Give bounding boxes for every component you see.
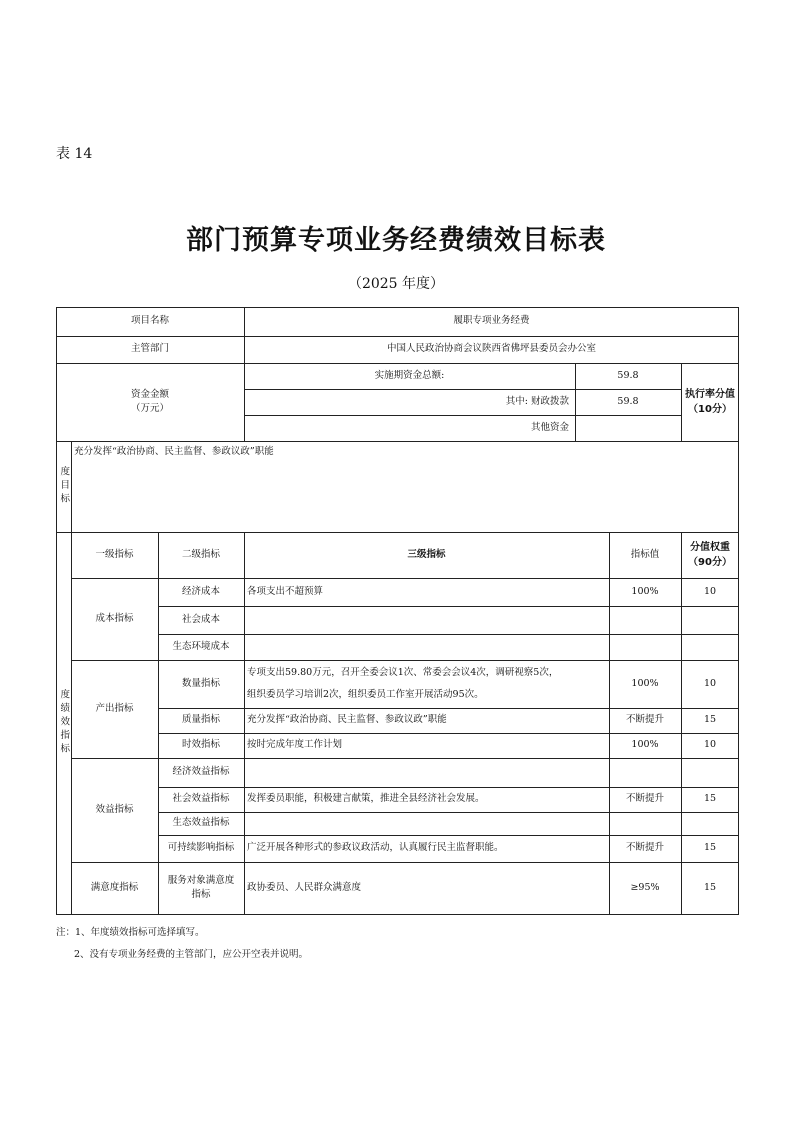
row-weight: 15 [703,714,717,726]
row-value: 100% [631,585,659,597]
year-label: （2025 年度） [347,276,445,292]
goal-side-text: 度目标 [58,466,70,507]
footnote-1: 注：1、年度绩效指标可选择填写。 [56,927,205,938]
row-level2: 社会效益指标 [172,793,230,805]
header-level3: 三级指标 [407,548,446,560]
row-level2: 数量指标 [181,677,220,689]
row-level3: 按时完成年度工作计划 [247,739,343,751]
row-level3: 发挥委员职能，积极建言献策，推进全县经济社会发展。 [247,793,485,805]
exec-rate-label: 执行率分值 [685,389,735,400]
footnotes [56,922,308,966]
other-fund-label: 其他资金 [530,421,569,433]
row-level3 [244,660,609,708]
row-level2: 经济成本 [181,585,220,597]
exec-rate-points: （10分） [688,404,732,415]
performance-table [56,307,739,915]
goal-text: 充分发挥“政治协商、民主监督、参政议政”职能 [74,446,274,457]
row-value: ≥95% [630,881,660,893]
header-value: 指标值 [630,548,660,560]
row-level3-line1: 专项支出59.80万元，召开全委会议1次、常委会会议4次，调研视察5次， [247,667,559,678]
row-value: 不断提升 [625,714,664,726]
exec-rate-score [681,363,739,441]
row-weight: 10 [703,585,717,597]
row-weight: 15 [703,842,717,854]
header-weight-label: 分值权重 [689,542,730,553]
other-fund-value [575,415,681,441]
row-level3: 各项支出不超预算 [247,585,324,597]
total-fund-value: 59.8 [617,369,639,381]
row-level3: 广泛开展各种形式的参政议政活动，认真履行民主监督职能。 [247,842,504,854]
row-level2-line2: 指标 [191,889,211,900]
row-level3-line2: 组织委员学习培训2次，组织委员工作室开展活动95次。 [247,689,484,700]
fund-unit-text: （万元） [130,403,169,414]
group-satisfaction: 满意度指标 [90,881,139,893]
row-level3: 政协委员、人民群众满意度 [247,881,362,893]
fiscal-fund-value: 59.8 [617,395,639,407]
indicators-side-label [56,532,71,914]
row-level2-line1: 服务对象满意度 [167,874,235,886]
row-value: 不断提升 [625,793,664,805]
row-weight: 15 [703,881,717,893]
row-level2: 经济效益指标 [172,766,230,778]
row-level2: 可持续影响指标 [167,842,235,854]
project-name-value: 履职专项业务经费 [453,315,530,327]
header-weight-points: （90分） [688,557,732,568]
row-weight: 15 [703,793,717,805]
group-benefit: 效益指标 [95,803,134,815]
row-level2 [158,862,244,914]
row-level2: 质量指标 [181,714,220,726]
fiscal-fund-label: 其中: 财政拨款 [505,395,569,407]
row-level2: 生态效益指标 [172,817,230,829]
indicators-side-text: 度绩效指标 [58,689,70,757]
row-level2: 社会成本 [181,613,220,625]
row-level2: 时效指标 [181,739,220,751]
fund-label-text: 资金金额 [130,388,169,400]
row-level3: 充分发挥“政治协商、民主监督、参政议政”职能 [247,714,447,726]
goal-side-label [56,441,71,532]
row-value: 100% [631,677,659,689]
dept-label: 主管部门 [130,343,169,355]
project-name-label: 项目名称 [130,315,169,327]
row-value: 不断提升 [625,842,664,854]
total-fund-label: 实施期资金总额: [374,369,445,381]
row-level2: 生态环境成本 [172,640,230,652]
fund-label [56,363,244,441]
dept-value: 中国人民政治协商会议陕西省佛坪县委员会办公室 [386,343,596,355]
page-title: 部门预算专项业务经费绩效目标表 [186,225,606,256]
header-level1: 一级指标 [95,548,134,560]
group-output: 产出指标 [95,702,134,714]
group-cost: 成本指标 [95,612,134,624]
footnote-2: 2、没有专项业务经费的主管部门，应公开空表并说明。 [74,949,309,960]
row-value: 100% [631,739,659,751]
header-level2: 二级指标 [181,548,220,560]
row-weight: 10 [703,739,717,751]
row-weight: 10 [703,677,717,689]
header-weight [681,532,739,578]
table-number: 表 14 [56,146,93,162]
